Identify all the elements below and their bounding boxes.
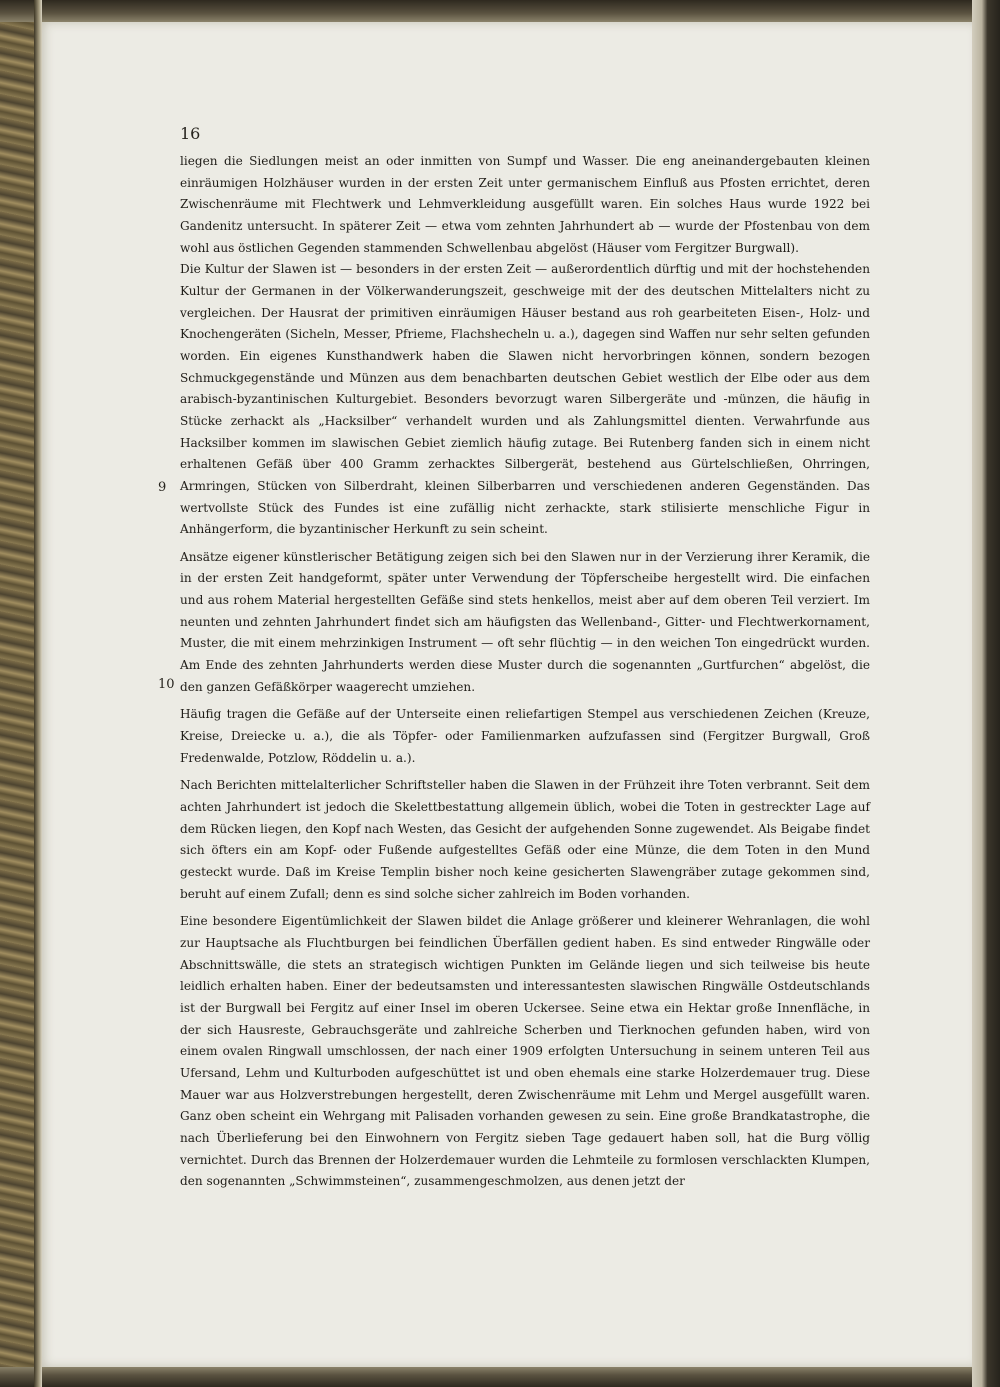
paragraph-5: Nach Berichten mittelalterlicher Schriftsteller haben die Slawen in der Frühzeit ihre Toten verbrannt. Seit dem achten Jahrhundert ist jedoch die Skelettbestattung allgemein üblich, wobei die Toten in gestreckter Lage auf dem Rücken liegen, den Kopf nach Westen, das Gesicht der aufgehenden Sonne zugewendet. Als Beigabe findet sich öfters ein am Kopf- oder Fußende aufgestelltes Gefäß oder eine Münze, die dem Toten in den Mund gesteckt wurde. Daß im Kreise Templin bisher noch keine gesicherten Slawengräber zutage gekommen sind, beruht auf einem Zufall; denn es sind solche sicher zahlreich im Boden vorhanden. bbox=[180, 778, 870, 901]
margin-number-10: 10 bbox=[158, 677, 175, 692]
paragraph-1: liegen die Siedlungen meist an oder inmitten von Sumpf und Wasser. Die eng aneinandergebauten kleinen einräumigen Holzhäuser wurden in der ersten Zeit unter germanischem Einfluß aus Pfosten errichtet, deren Zwischenräume mit Flechtwerk und Lehmverkleidung ausgefüllt waren. Ein solches Haus wurde 1922 bei Gandenitz untersucht. In späterer Zeit — etwa vom zehnten Jahrhundert ab — wurde der Pfostenbau von dem wohl aus östlichen Gegenden stammenden Schwellenbau abgelöst (Häuser vom Fergitzer Burgwall). bbox=[180, 154, 870, 255]
body-text bbox=[180, 151, 870, 1193]
top-shadow bbox=[0, 0, 1000, 22]
binding-edge bbox=[34, 0, 42, 1387]
bottom-shadow bbox=[0, 1367, 1000, 1387]
page-number: 16 bbox=[180, 124, 201, 143]
paragraph-2: Die Kultur der Slawen ist — besonders in der ersten Zeit — außerordentlich dürftig und mit der hochstehenden Kultur der Germanen in der Völkerwanderungszeit, geschweige mit der des deutschen Mittelalters nicht zu vergleichen. Der Hausrat der primitiven einräumigen Häuser bestand aus roh gearbeiteten Eisen-, Holz- und Knochengeräten (Sicheln, Messer, Pfrieme, Flachshecheln u. a.), dagegen sind Waffen nur sehr selten gefunden worden. Ein eigenes Kunsthandwerk haben die Slawen nicht hervorbringen können, sondern bezogen Schmuckgegenstände und Münzen aus dem benachbarten deutschen Gebiet westlich der Elbe oder aus dem arabisch-byzantinischen Kulturgebiet. Besonders bevorzugt waren Silbergeräte und -münzen, die häufig in Stücke zerhackt als „Hacksilber“ verhandelt wurden und als Zahlungsmittel dienten. Verwahrfunde aus Hacksilber kommen im slawischen Gebiet ziemlich häufig zutage. Bei Rutenberg fanden sich in einem nicht erhaltenen Gefäß über 400 Gramm zerhacktes Silbergerät, bestehend aus Gürtelschließen, Ohrringen, Armringen, Stücken von Silberdraht, kleinen Silberbarren und verschiedenen anderen Gegenständen. Das wertvollste Stück des Fundes ist eine zufällig nicht zerhackte, stark stilisierte menschliche Figur in Anhängerform, die byzantinischer Herkunft zu sein scheint. bbox=[180, 262, 870, 537]
paragraph-6: Eine besondere Eigentümlichkeit der Slawen bildet die Anlage größerer und kleinerer Wehranlagen, die wohl zur Hauptsache als Fluchtburgen bei feindlichen Überfällen gedient haben. Es sind entweder Ringwälle oder Abschnittswälle, die stets an strategisch wichtigen Punkten im Gelände liegen und sich teilweise bis heute leidlich erhalten haben. Einer der bedeutsamsten und interessantesten slawischen Ringwälle Ostdeutschlands ist der Burgwall bei Fergitz auf einer Insel im oberen Uckersee. Seine etwa ein Hektar große Innenfläche, in der sich Hausreste, Gebrauchsgeräte und zahlreiche Scherben und Tierknochen gefunden haben, wird von einem ovalen Ringwall umschlossen, der nach einer 1909 erfolgten Untersuchung in seinem unteren Teil aus Ufersand, Lehm und Kulturboden aufgeschüttet ist und oben ehemals eine starke Holzerdemauer trug. Diese Mauer war aus Holzverstrebungen hergestellt, deren Zwischenräume mit Lehm und Mergel ausgefüllt waren. Ganz oben scheint ein Wehrgang mit Palisaden vorhanden gewesen zu sein. Eine große Brandkatastrophe, die nach Überlieferung bei den Einwohnern von Fergitz sieben Tage gedauert haben soll, hat die Burg völlig vernichtet. Durch das Brennen der Holzerdemauer wurden die Lehmteile zu formlosen verschlackten Klumpen, den sogenannten „Schwimmsteinen“, zusammengeschmolzen, aus denen jetzt der bbox=[180, 914, 870, 1189]
right-page-edge bbox=[972, 0, 1000, 1387]
paragraph-3: Ansätze eigener künstlerischer Betätigung zeigen sich bei den Slawen nur in der Verzierung ihrer Keramik, die in der ersten Zeit handgeformt, später unter Verwendung der Töpferscheibe hergestellt wird. Die einfachen und aus rohem Material hergestellten Gefäße sind stets henkellos, meist aber auf dem oberen Teil verziert. Im neunten und zehnten Jahrhundert findet sich am häufigsten das Wellenband-, Gitter- und Flechtwerkornament, Muster, die mit einem mehrzinkigen Instrument — oft sehr flüchtig — in den weichen Ton eingedrückt wurden. Am Ende des zehnten Jahrhunderts werden diese Muster durch die sogenannten „Gurtfurchen“ abgelöst, die den ganzen Gefäßkörper waagerecht umziehen. bbox=[180, 549, 870, 694]
margin-number-9: 9 bbox=[158, 480, 167, 495]
paragraph-4: Häufig tragen die Gefäße auf der Unterseite einen reliefartigen Stempel aus verschiedenen Zeichen (Kreuze, Kreise, Dreiecke u. a.), die als Töpfer- oder Familienmarken aufzufassen sind (Fergitzer Burgwall, Groß Fredenwalde, Potzlow, Röddelin u. a.). bbox=[180, 707, 870, 765]
